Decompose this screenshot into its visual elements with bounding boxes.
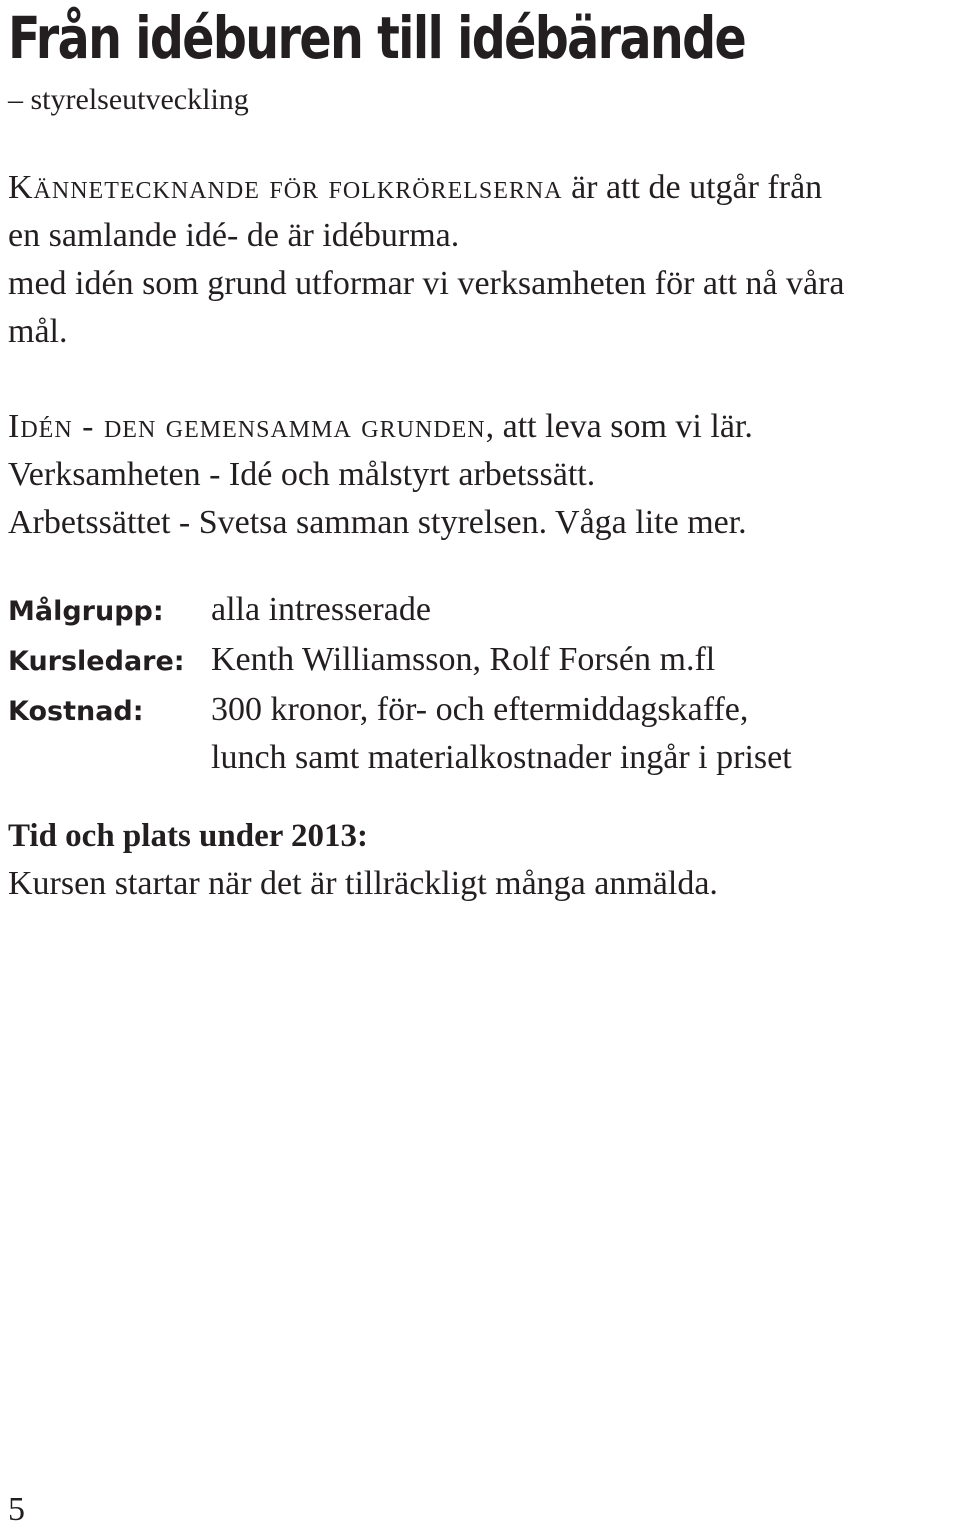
- concepts-line-2: Verksamheten - Idé och målstyrt arbetssätt.: [8, 456, 596, 493]
- schedule-text: Kursen startar när det är tillräckligt många anmälda.: [8, 865, 718, 902]
- info-row-leaders: [8, 636, 953, 686]
- concepts-paragraph: [8, 403, 953, 547]
- concepts-lead-smallcaps: Idén - den gemensamma grunden: [8, 408, 486, 445]
- info-row-cost: [8, 686, 953, 782]
- intro-paragraph: [8, 164, 953, 356]
- cost-value-line-1: 300 kronor, för- och eftermiddagskaffe,: [211, 691, 749, 728]
- page-subtitle: – styrelseutveckling: [8, 83, 249, 116]
- leaders-label: Kursledare:: [8, 646, 185, 677]
- leaders-value: Kenth Williamsson, Rolf Forsén m.fl: [211, 641, 716, 678]
- concepts-line-3: Arbetssättet - Svetsa samman styrelsen. Våga lite mer.: [8, 504, 747, 541]
- concepts-line-1: [8, 403, 953, 451]
- page-title: Från idéburen till idébärande: [8, 4, 746, 72]
- target-value: alla intresserade: [211, 591, 431, 628]
- info-row-target: [8, 586, 953, 636]
- target-label: Målgrupp:: [8, 596, 164, 627]
- intro-line-3: med idén som grund utformar vi verksamheten för att nå våra: [8, 265, 845, 302]
- intro-lead-smallcaps: Kännetecknande för folkrörelserna: [8, 169, 563, 206]
- intro-line-2: en samlande idé- de är idéburma.: [8, 217, 460, 254]
- intro-line-1: [8, 164, 953, 212]
- cost-value-line-2: lunch samt materialkostnader ingår i priset: [211, 739, 792, 776]
- concepts-line-1-rest: , att leva som vi lär.: [485, 408, 753, 445]
- course-info: [8, 586, 953, 782]
- schedule-heading: Tid och plats under 2013:: [8, 818, 369, 854]
- intro-line-1-rest: är att de utgår från: [562, 169, 823, 206]
- cost-value: [211, 686, 792, 782]
- intro-line-4: mål.: [8, 313, 68, 350]
- cost-label: Kostnad:: [8, 696, 144, 727]
- page-number: 5: [8, 1491, 25, 1528]
